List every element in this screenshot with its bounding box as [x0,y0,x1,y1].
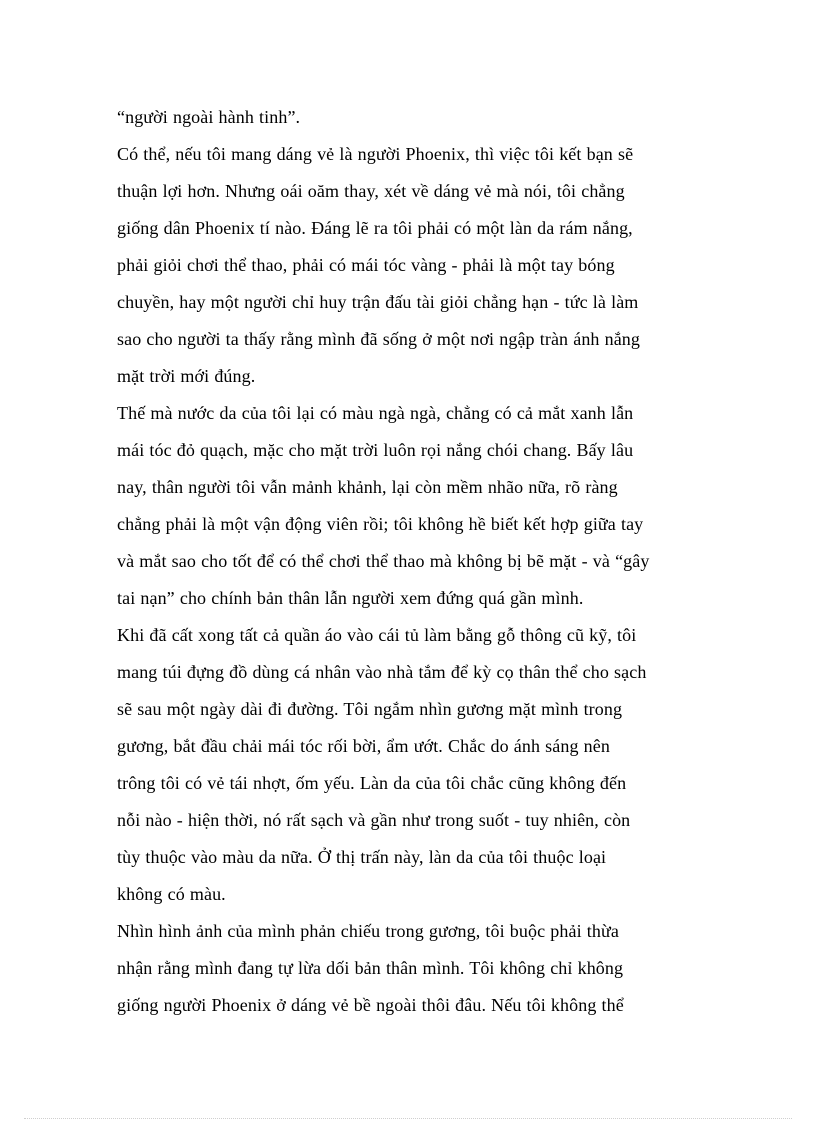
text-line: gương, bắt đầu chải mái tóc rối bời, ẩm ướt. Chắc do ánh sáng nên [117,736,610,756]
text-line: Nhìn hình ảnh của mình phản chiếu trong gương, tôi buộc phải thừa [117,921,619,941]
text-line: Thế mà nước da của tôi lại có màu ngà ngà, chẳng có cả mắt xanh lẫn [117,403,634,423]
text-line: và mắt sao cho tốt để có thể chơi thể thao mà không bị bẽ mặt - và “gây [117,551,650,571]
text-line: không có màu. [117,884,226,904]
text-line: mang túi đựng đồ dùng cá nhân vào nhà tắm để kỳ cọ thân thể cho sạch [117,662,647,682]
text-line: thuận lợi hơn. Nhưng oái oăm thay, xét về dáng vẻ mà nói, tôi chẳng [117,181,625,201]
document-body [117,99,707,1024]
text-line: sẽ sau một ngày dài đi đường. Tôi ngắm nhìn gương mặt mình trong [117,699,623,719]
text-line: phải giỏi chơi thể thao, phải có mái tóc vàng - phải là một tay bóng [117,255,615,275]
text-line: giống người Phoenix ở dáng vẻ bề ngoài thôi đâu. Nếu tôi không thể [117,995,624,1015]
text-line: nhận rằng mình đang tự lừa dối bản thân mình. Tôi không chỉ không [117,958,624,978]
text-line: Có thể, nếu tôi mang dáng vẻ là người Phoenix, thì việc tôi kết bạn sẽ [117,144,634,164]
text-line: nay, thân người tôi vẫn mảnh khảnh, lại còn mềm nhão nữa, rõ ràng [117,477,618,497]
text-line: chuyền, hay một người chỉ huy trận đấu tài giỏi chẳng hạn - tức là làm [117,292,639,312]
text-line: trông tôi có vẻ tái nhợt, ốm yếu. Làn da của tôi chắc cũng không đến [117,773,627,793]
text-line: chẳng phải là một vận động viên rồi; tôi không hề biết kết hợp giữa tay [117,514,644,534]
text-line: sao cho người ta thấy rằng mình đã sống ở một nơi ngập tràn ánh nắng [117,329,641,349]
page-bottom-divider [24,1118,792,1119]
text-line: mái tóc đỏ quạch, mặc cho mặt trời luôn rọi nắng chói chang. Bấy lâu [117,440,634,460]
text-line: Khi đã cất xong tất cả quần áo vào cái tủ làm bằng gỗ thông cũ kỹ, tôi [117,625,637,645]
text-line: nỗi nào - hiện thời, nó rất sạch và gần như trong suốt - tuy nhiên, còn [117,810,631,830]
text-line: mặt trời mới đúng. [117,366,256,386]
text-line: tai nạn” cho chính bản thân lẫn người xem đứng quá gần mình. [117,588,584,608]
text-line: giống dân Phoenix tí nào. Đáng lẽ ra tôi phải có một làn da rám nắng, [117,218,633,238]
text-line: “người ngoài hành tinh”. [117,107,301,127]
text-line: tùy thuộc vào màu da nữa. Ở thị trấn này, làn da của tôi thuộc loại [117,847,607,867]
